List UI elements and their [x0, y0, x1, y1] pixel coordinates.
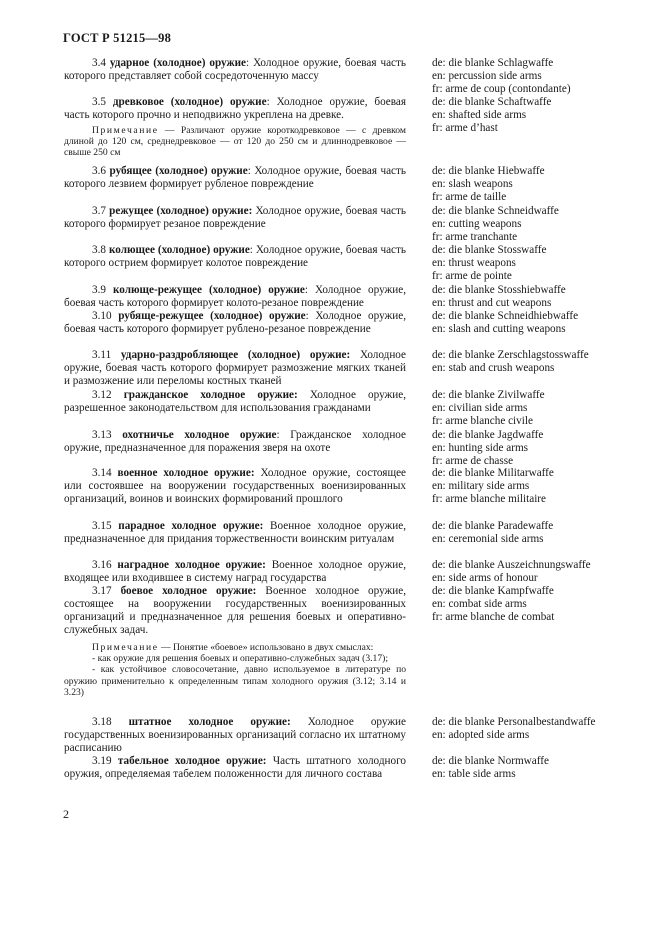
term-definition: 3.10 рубяще-режущее (холодное) оружие: Холодное оружие, боевая часть которого формирует рублено-резаное повреждение	[64, 310, 407, 336]
term-translations: de: die blanke Militarwaffe en: military side arms fr: arme blanche militaire	[432, 467, 554, 506]
term-definition: 3.14 военное холодное оружие: Холодное оружие, состоящее или состоявшее на вооружении государственных военизированных организаций, воинов и воинских формирований прошлого	[64, 467, 407, 506]
note-item: - как устойчивое словосочетание, давно используемое в литературе по оружию применительно к определенным типам холодного оружия (3.12; 3.14 и 3.23)	[64, 664, 406, 698]
term-definition: 3.11 ударно-раздробляющее (холодное) оружие: Холодное оружие, боевая часть которого формирует размозжение мягких тканей и размозжение или переломы костных тканей	[64, 349, 407, 388]
term-translations: de: die blanke Normwaffe en: table side arms	[432, 755, 549, 781]
term-translations: de: die blanke Stosshiebwaffe en: thrust and cut weapons	[432, 284, 566, 310]
term-definition: 3.4 ударное (холодное) оружие: Холодное оружие, боевая часть которого представляет собой сосредоточенную массу	[64, 57, 407, 83]
note-item: - как оружие для решения боевых и оперативно-служебных задач (3.17);	[92, 653, 388, 665]
term-translations: de: die blanke Zerschlagstosswaffe en: stab and crush weapons	[432, 349, 589, 375]
term-definition: 3.8 колющее (холодное) оружие: Холодное оружие, боевая часть которого острием формирует колотое повреждение	[64, 244, 406, 270]
term-translations: de: die blanke Jagdwaffe en: hunting side arms fr: arme de chasse	[432, 429, 544, 468]
term-definition: 3.13 охотничье холодное оружие: Гражданское холодное оружие, предназначенное для поражения зверя на охоте	[64, 429, 406, 455]
term-definition: 3.7 режущее (холодное) оружие: Холодное оружие, боевая часть которого формирует резаное повреждение	[64, 205, 407, 231]
term-definition: 3.5 древковое (холодное) оружие: Холодное оружие, боевая часть которого прочно и неподвижно укреплена на древке.	[64, 96, 407, 122]
term-translations: de: die blanke Schaftwaffe en: shafted side arms fr: arme d’hast	[432, 96, 552, 135]
term-definition: 3.18 штатное холодное оружие: Холодное оружие государственных военизированных организаций согласно их штатному расписанию	[64, 716, 407, 755]
term-definition: 3.19 табельное холодное оружие: Часть штатного холодного оружия, определяемая табелем положенности для личного состава	[64, 755, 407, 781]
term-definition: 3.12 гражданское холодное оружие: Холодное оружие, разрешенное законодательством для использования гражданами	[64, 389, 407, 415]
note-3-17: Примечание — Понятие «боевое» использовано в двух смыслах: - как оружие для решения боевых и оперативно-служебных задач (3.17); - как устойчивое словосочетание, давно используемое в литературе по оружию применительно к определенным типам холодного оружия (3.12; 3.14 и 3.23)	[64, 642, 406, 698]
term-translations: de: die blanke Hiebwaffe en: slash weapons fr: arme de taille	[432, 165, 545, 204]
term-translations: de: die blanke Paradewaffe en: ceremonial side arms	[432, 520, 554, 546]
term-translations: de: die blanke Auszeichnungswaffe en: side arms of honour	[432, 559, 591, 585]
term-definition: 3.6 рубящее (холодное) оружие: Холодное оружие, боевая часть которого лезвием формирует рубленое повреждение	[64, 165, 407, 191]
term-definition: 3.15 парадное холодное оружие: Военное холодное оружие, предназначенное для придания торжественности воинским ритуалам	[64, 520, 407, 546]
term-translations: de: die blanke Zivilwaffe en: civilian side arms fr: arme blanche civile	[432, 389, 545, 428]
term-definition: 3.9 колюще-режущее (холодное) оружие: Холодное оружие, боевая часть которого формирует колото-резаное повреждение	[64, 284, 406, 310]
document-header: ГОСТ Р 51215—98	[63, 31, 172, 45]
term-definition: 3.17 боевое холодное оружие: Военное холодное оружие, состоящее на вооружении государственных военизированных организаций и предназначенное для решения боевых и оперативно-служебных задач.	[64, 585, 407, 637]
note-3-5: Примечание — Различают оружие короткодревковое — с древком длиной до 120 см, среднедревковое — от 120 до 250 см и длиннодревковое — свыше 250 см	[64, 125, 406, 159]
term-translations: de: die blanke Kampfwaffe en: combat side arms fr: arme blanche de combat	[432, 585, 555, 624]
term-translations: de: die blanke Schneidwaffe en: cutting weapons fr: arme tranchante	[432, 205, 559, 244]
term-definition: 3.16 наградное холодное оружие: Военное холодное оружие, входящее или входившее в систему наград государства	[64, 559, 407, 585]
term-translations: de: die blanke Stosswaffe en: thrust weapons fr: arme de pointe	[432, 244, 547, 283]
term-translations: de: die blanke Schlagwaffe en: percussion side arms fr: arme de coup (contondante)	[432, 57, 571, 96]
term-translations: de: die blanke Schneidhiebwaffe en: slash and cutting weapons	[432, 310, 579, 336]
term-translations: de: die blanke Personalbestandwaffe en: adopted side arms	[432, 716, 596, 742]
page-number: 2	[63, 807, 69, 821]
